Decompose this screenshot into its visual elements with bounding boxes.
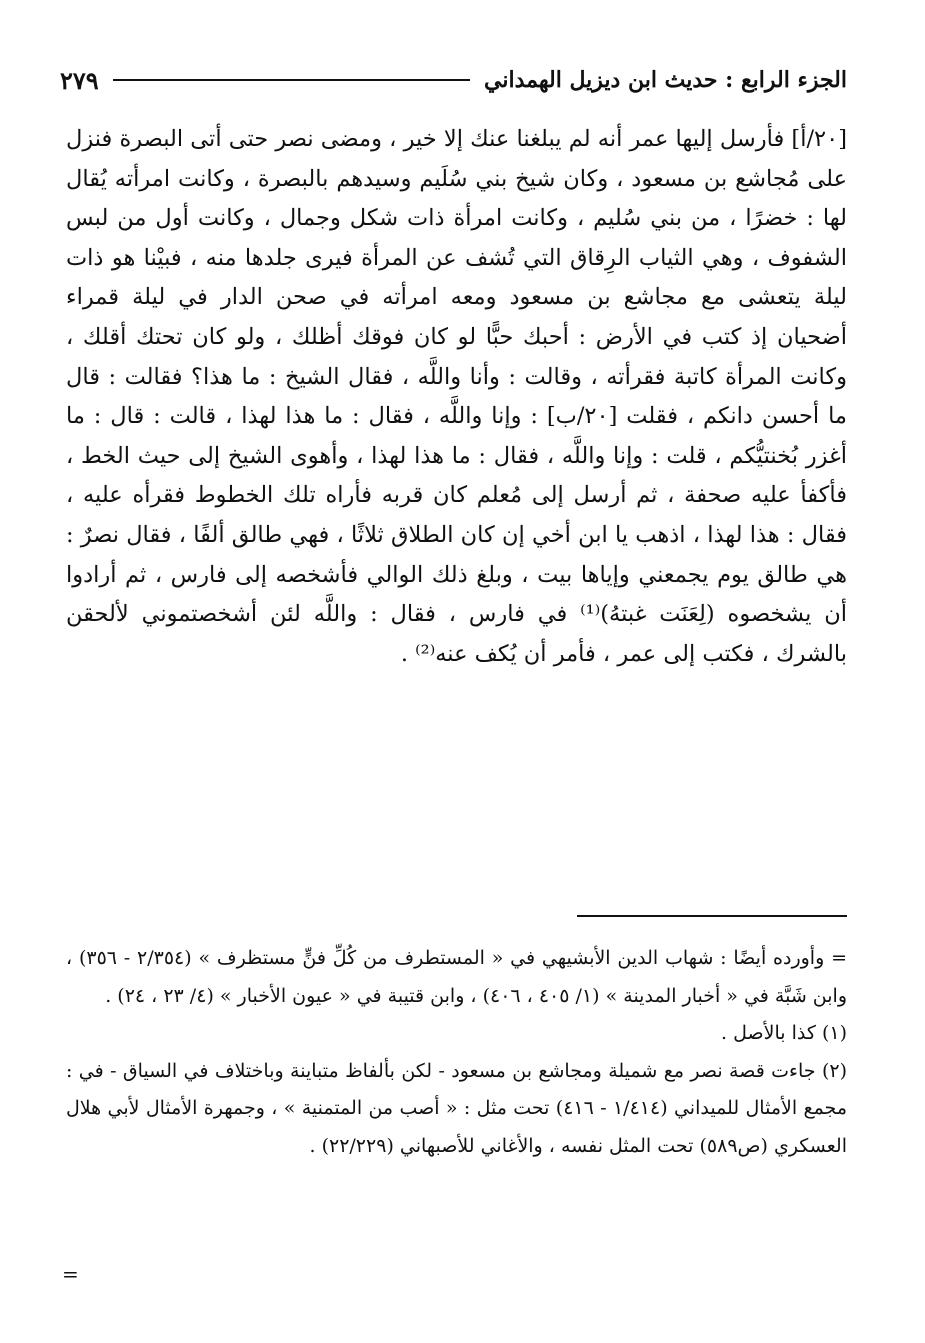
footnote-mark: (٢): [821, 1059, 847, 1082]
footnote-continuation: = وأورده أيضًا : شهاب الدين الأبشيهي في « المستطرف من كُلِّ فنٍّ مستظرف » (٢/٣٥٤ - ٣٥٦) ، وابن شَبَّة في « أخبار المدينة » (١/ ٤٠٥ ، ٤٠٦) ، وابن قتيبة في « عيون الأخبار » (٤/ ٢٣ ، ٢٤) .: [66, 947, 847, 1007]
footnotes: [66, 940, 847, 1165]
footnote-text: جاءت قصة نصر مع شميلة ومجاشع بن مسعود - لكن بألفاظ متباينة وباختلاف في السياق - في : مجمع الأمثال للميداني (١/٤١٤ - ٤١٦) تحت مثل : « أصب من المتمنية » ، وجمهرة الأمثال لأبي هلال العسكري (ص٥٨٩) تحت المثل نفسه ، والأغاني للأصبهاني (٢٢/٢٢٩) .: [66, 1059, 847, 1157]
page-number: ٢٧٩: [60, 65, 99, 95]
running-header: [60, 60, 847, 100]
footnote-mark: (١): [821, 1022, 847, 1044]
footnote-1: [66, 1015, 847, 1053]
header-title: الجزء الرابع : حديث ابن ديزيل الهمداني: [484, 67, 847, 93]
footnote-text: كذا بالأصل .: [721, 1022, 816, 1044]
main-paragraph: [٢٠/أ] فأرسل إليها عمر أنه لم يبلغنا عنك إلا خير ، ومضى نصر حتى أتى البصرة فنزل على مُجاشع بن مسعود ، وكان شيخ بني سُلَيم وسيدهم بالبصرة ، وكانت امرأته يُقال لها : خضرًا ، من بني سُليم ، وكانت امرأة ذات شكل وجمال ، وكانت أول من لبس الشفوف ، وهي الثياب الرِقاق التي تُشف عن المرأة فيرى جلدها منه ، فبيْنا هو ذات ليلة يتعشى مع مجاشع بن مسعود ومعه امرأته في صحن الدار في ليلة قمراء أضحيان إذ كتب في الأرض : أحبك حبًّا لو كان فوقك أظلك ، ولو كان تحتك أقلك ، وكانت المرأة كاتبة فقرأته ، وقالت : وأنا واللَّه ، فقال الشيخ : ما هذا؟ فقالت : قال ما أحسن دانكم ، فقلت [٢٠/ب] : وإنا واللَّه ، فقال : ما هذا لهذا ، قالت : قال : ما أغزر بُخنتيُّكم ، قلت : وإنا واللَّه ، فقال : ما هذا لهذا ، وأهوى الشيخ إلى حيث الخط ، فأكفأ عليه صحفة ، ثم أرسل إلى مُعلم كان قربه فأراه تلك الخطوط فقرأه عليه ، فقال : هذا لهذا ، اذهب يا ابن أخي إن كان الطلاق ثلاثًا ، فهي طالق ألفًا ، فقال نصرٌ : هي طالق يوم يجمعني وإياها بيت ، وبلغ ذلك الوالي فأشخصه إلى فارس ، ثم أرادوا أن يشخصوه (لِعَنَت غبتهُ)⁽¹⁾ في فارس ، فقال : واللَّه لئن أشخصتموني لألحقن بالشرك ، فكتب إلى عمر ، فأمر أن يُكف عنه⁽²⁾ .: [66, 126, 848, 667]
header-rule: [113, 79, 470, 81]
footnote-2: [66, 1053, 847, 1166]
footnote-separator: [577, 915, 847, 917]
main-text: [66, 120, 847, 674]
continuation-mark: =: [62, 1262, 79, 1286]
